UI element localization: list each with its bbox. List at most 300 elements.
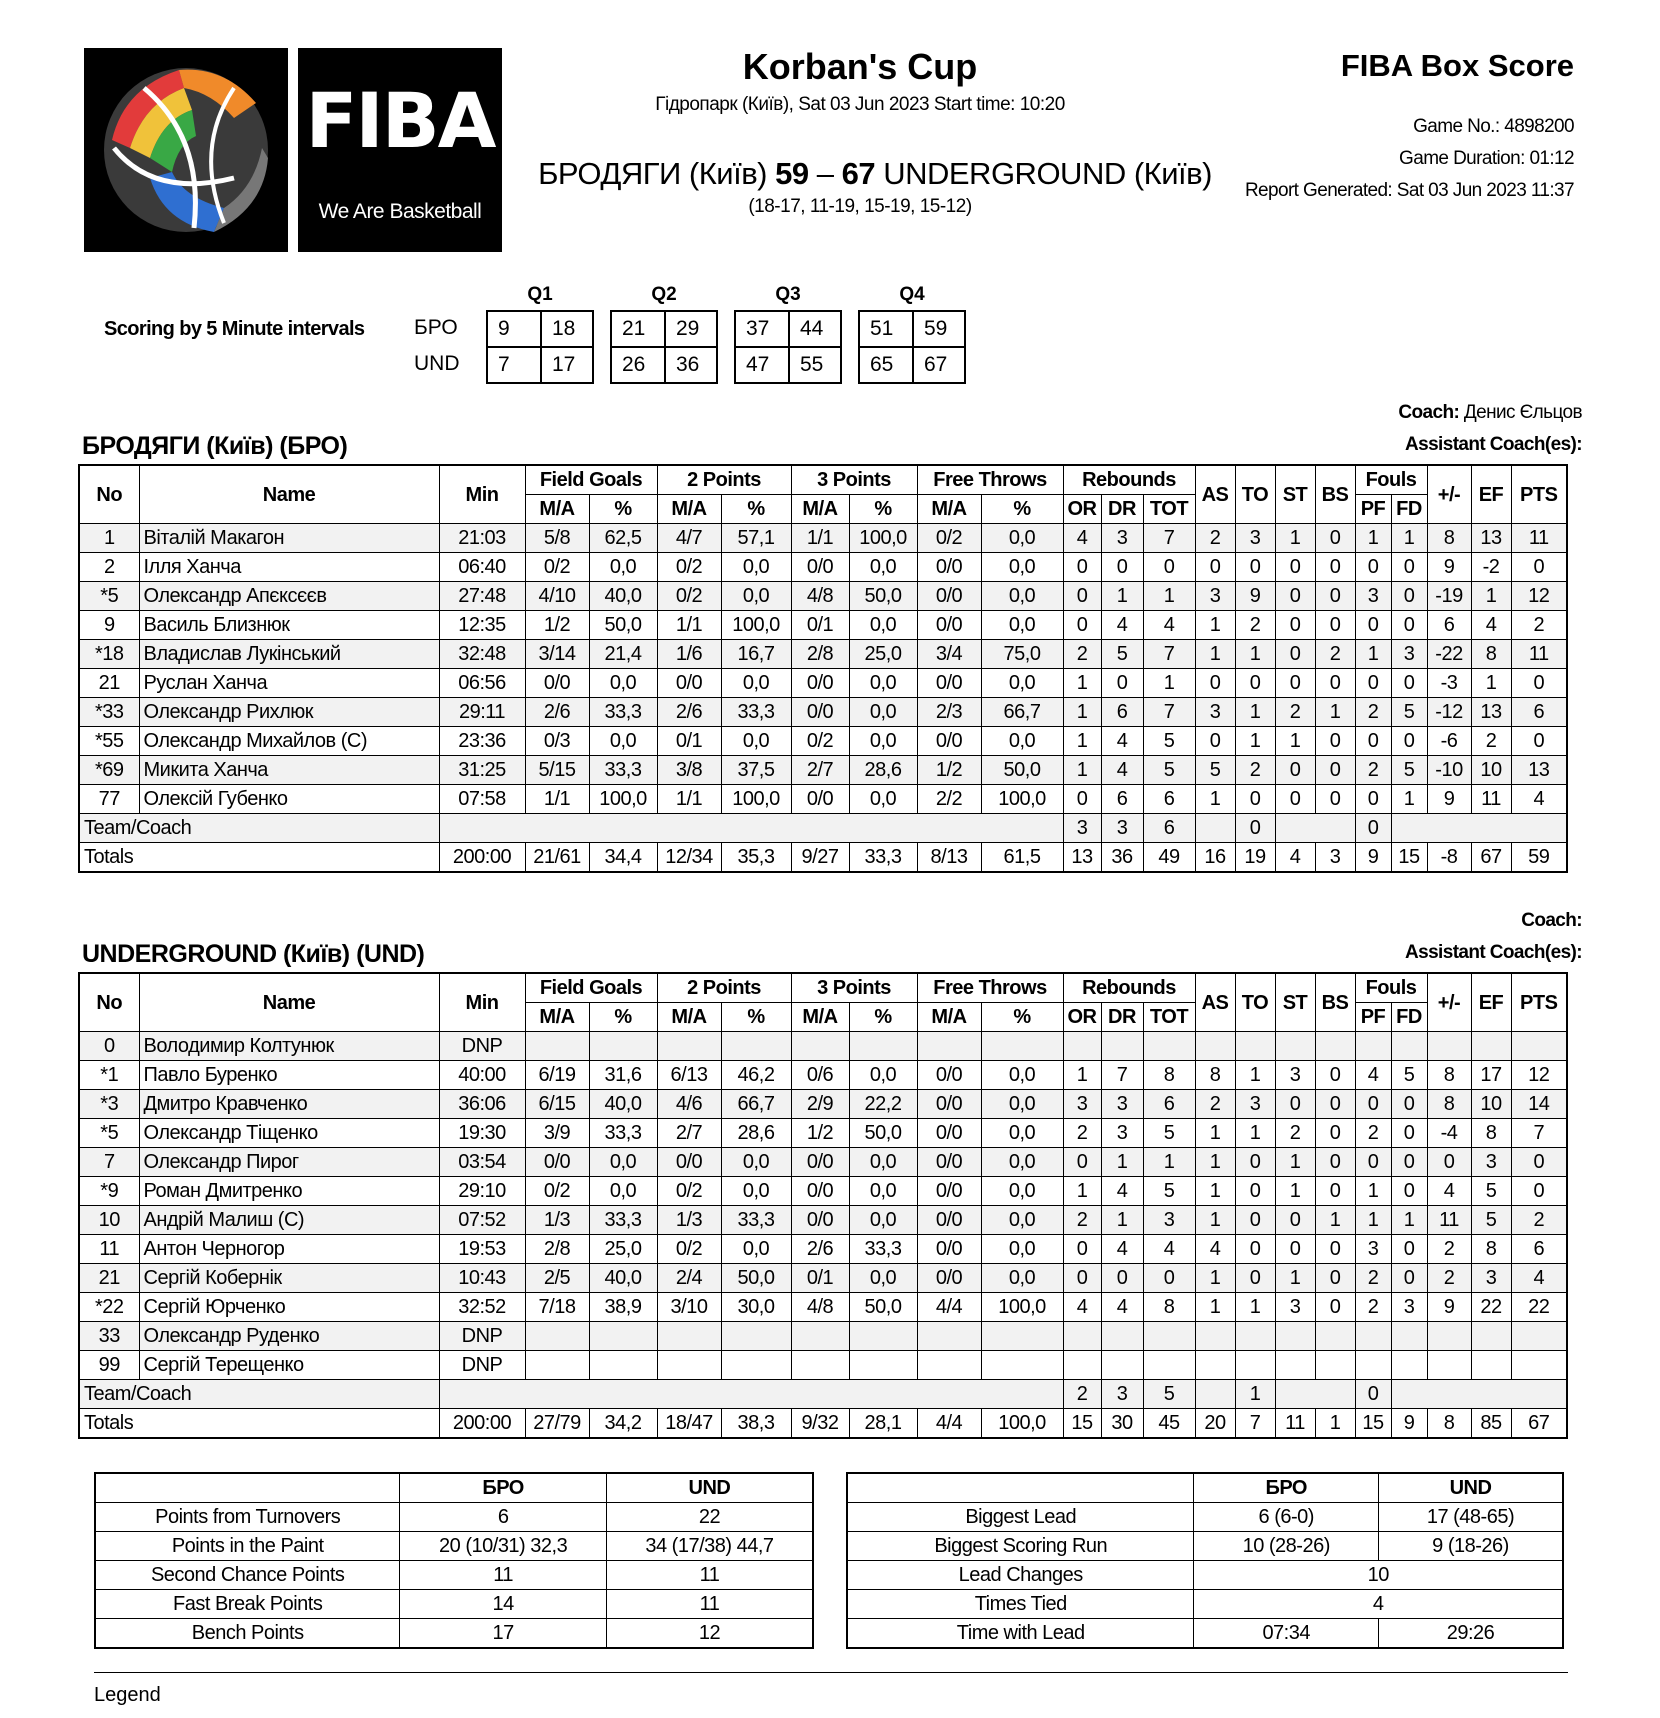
stat-cell	[1101, 1351, 1143, 1380]
stat-cell: 0,0	[981, 1119, 1063, 1148]
stat-label: Fast Break Points	[95, 1590, 400, 1619]
player-row	[79, 1148, 1567, 1177]
stat-cell: -19	[1427, 582, 1471, 611]
stat-cell: 0/0	[525, 669, 589, 698]
venue-line: Гідропарк (Київ), Sat 03 Jun 2023 Start time: 10:20	[655, 94, 1065, 115]
empty-cell	[1195, 814, 1235, 843]
stat-cell: 8	[1195, 1061, 1235, 1090]
stat-cell: 25,0	[589, 1235, 657, 1264]
stat-cell: 11	[1511, 524, 1567, 553]
col-st: ST	[1275, 973, 1315, 1032]
stat-cell: 5	[1143, 727, 1195, 756]
stat-cell: 4	[1471, 611, 1511, 640]
stat-column-header: БРО	[1194, 1473, 1379, 1503]
report-generated: Report Generated: Sat 03 Jun 2023 11:37	[1244, 180, 1574, 201]
player-row	[79, 1235, 1567, 1264]
stat-cell: 0,0	[981, 727, 1063, 756]
sub-header-pct: %	[981, 495, 1063, 524]
stat-cell	[917, 1351, 981, 1380]
player-row	[79, 727, 1567, 756]
stat-cell: 0/2	[525, 1177, 589, 1206]
stat-cell: 6	[1101, 785, 1143, 814]
totals-cell: 200:00	[439, 1409, 525, 1439]
totals-row	[79, 1409, 1567, 1439]
stat-cell: 3/4	[917, 640, 981, 669]
stat-cell: 1	[1275, 1264, 1315, 1293]
stat-cell	[791, 1351, 849, 1380]
quarter-header: Q3	[775, 284, 801, 305]
stat-cell: 14	[1511, 1090, 1567, 1119]
stat-cell: 0	[1315, 524, 1355, 553]
stat-cell: 50,0	[589, 611, 657, 640]
stat-cell: 0,0	[849, 611, 917, 640]
stat-cell: 1	[1391, 524, 1427, 553]
stat-cell: 1	[1101, 1148, 1143, 1177]
stat-cell: 6	[1101, 698, 1143, 727]
stat-cell: 1	[1471, 582, 1511, 611]
stat-header-row	[95, 1473, 813, 1503]
totals-cell: 38,3	[721, 1409, 791, 1439]
col-as: AS	[1195, 465, 1235, 524]
player-name: Андрій Малиш (C)	[139, 1206, 439, 1235]
stat-cell	[981, 1351, 1063, 1380]
team-coach-label: Team/Coach	[79, 814, 439, 843]
stat-cell: 0/0	[791, 1206, 849, 1235]
coach-name: Денис Єльцов	[1463, 402, 1582, 423]
stat-cell: 0	[1315, 611, 1355, 640]
stat-cell: 2	[1355, 1119, 1391, 1148]
stat-cell: 1	[1195, 640, 1235, 669]
stat-cell: 6	[1427, 611, 1471, 640]
stat-cell: 40,0	[589, 1090, 657, 1119]
stat-cell: 3	[1275, 1061, 1315, 1090]
stat-cell: 3	[1471, 1264, 1511, 1293]
stat-column-header	[95, 1473, 400, 1503]
stat-cell: 0/1	[791, 611, 849, 640]
stat-cell: 100,0	[721, 785, 791, 814]
stat-cell: 5	[1471, 1206, 1511, 1235]
stat-cell	[1275, 1322, 1315, 1351]
interval-box	[486, 346, 594, 384]
player-number: 33	[79, 1322, 139, 1351]
stat-cell: 0	[1511, 1148, 1567, 1177]
sub-header-ma: M/A	[525, 495, 589, 524]
stat-cell: 1/1	[525, 785, 589, 814]
stat-value: 6 (6-0)	[1194, 1503, 1379, 1532]
player-row	[79, 553, 1567, 582]
stat-cell: 3	[1063, 1090, 1101, 1119]
player-row	[79, 669, 1567, 698]
totals-cell: 34,4	[589, 843, 657, 873]
player-number: *22	[79, 1293, 139, 1322]
stat-cell	[1195, 1351, 1235, 1380]
stat-cell: 0	[1063, 1148, 1101, 1177]
stat-cell	[1511, 1032, 1567, 1061]
stat-label: Bench Points	[95, 1619, 400, 1649]
sub-header-pct: %	[849, 1003, 917, 1032]
stat-cell: 33,3	[589, 1206, 657, 1235]
stat-cell: 0	[1355, 1090, 1391, 1119]
logo-tagline: We Are Basketball	[318, 200, 482, 223]
stat-cell: 50,0	[721, 1264, 791, 1293]
sub-header-ma: M/A	[791, 495, 849, 524]
stat-cell: 40,0	[589, 1264, 657, 1293]
player-number: 77	[79, 785, 139, 814]
stat-value: 17	[400, 1619, 607, 1649]
col-to: TO	[1235, 973, 1275, 1032]
col-rebounds: Rebounds	[1063, 465, 1195, 495]
team-coach-label: Team/Coach	[79, 1380, 439, 1409]
stat-cell: 4	[1101, 611, 1143, 640]
stat-cell: 0,0	[981, 1061, 1063, 1090]
stat-value: 12	[606, 1619, 813, 1649]
player-row	[79, 756, 1567, 785]
sub-header-or: OR	[1063, 495, 1101, 524]
col-to: TO	[1235, 465, 1275, 524]
stat-cell: 1	[1195, 611, 1235, 640]
stat-cell	[1391, 1032, 1427, 1061]
stat-cell: 2	[1471, 727, 1511, 756]
player-name: Сергій Юрченко	[139, 1293, 439, 1322]
stat-label: Biggest Scoring Run	[847, 1532, 1194, 1561]
quarter-header: Q2	[651, 284, 677, 305]
stat-cell: 7	[1511, 1119, 1567, 1148]
stat-cell: 1	[1355, 524, 1391, 553]
stat-cell: 0,0	[981, 553, 1063, 582]
player-row	[79, 582, 1567, 611]
stat-cell: 38,9	[589, 1293, 657, 1322]
totals-cell: 13	[1063, 843, 1101, 873]
stat-cell: 36:06	[439, 1090, 525, 1119]
stat-cell: 0	[1391, 1235, 1427, 1264]
stat-cell: 03:54	[439, 1148, 525, 1177]
stat-cell: -10	[1427, 756, 1471, 785]
stat-cell	[1143, 1032, 1195, 1061]
player-name: Олександр Руденко	[139, 1322, 439, 1351]
sub-header-tot: TOT	[1143, 1003, 1195, 1032]
stat-cell: 0	[1511, 1177, 1567, 1206]
sub-header-fd: FD	[1391, 495, 1427, 524]
col-pts: PTS	[1511, 465, 1567, 524]
stat-cell	[1471, 1351, 1511, 1380]
stat-cell: 0,0	[589, 727, 657, 756]
stat-cell: 0/0	[791, 553, 849, 582]
player-row	[79, 1061, 1567, 1090]
stat-cell	[917, 1322, 981, 1351]
stat-cell: -3	[1427, 669, 1471, 698]
stat-cell	[525, 1322, 589, 1351]
interval-value: 59	[912, 312, 964, 346]
team1-name: БРОДЯГИ (Київ) (БРО)	[82, 432, 348, 460]
stat-cell	[791, 1032, 849, 1061]
stat-row	[847, 1503, 1563, 1532]
stat-cell: 4	[1063, 524, 1101, 553]
player-name: Олександр Пирог	[139, 1148, 439, 1177]
team2-box-table	[78, 972, 1568, 1439]
stat-cell	[1143, 1322, 1195, 1351]
totals-cell: 9/32	[791, 1409, 849, 1439]
totals-cell: 36	[1101, 843, 1143, 873]
coach-label: Coach:	[1521, 910, 1582, 931]
stat-cell: 2	[1511, 611, 1567, 640]
stat-cell: 0	[1235, 1206, 1275, 1235]
stat-cell: 5	[1143, 1177, 1195, 1206]
stat-cell: 6	[1143, 785, 1195, 814]
stat-cell: 2/8	[525, 1235, 589, 1264]
stat-cell: 3	[1471, 1148, 1511, 1177]
stat-cell: 0	[1101, 553, 1143, 582]
stat-cell: 1/1	[657, 785, 721, 814]
stat-row	[847, 1590, 1563, 1619]
stat-cell: 1/2	[525, 611, 589, 640]
stat-cell: 100,0	[981, 1293, 1063, 1322]
stat-cell: 0	[1315, 1235, 1355, 1264]
player-row	[79, 640, 1567, 669]
totals-cell: 28,1	[849, 1409, 917, 1439]
col-plus-minus: +/-	[1427, 973, 1471, 1032]
stat-cell: 0	[1235, 553, 1275, 582]
stat-cell: 7	[1101, 1061, 1143, 1090]
sub-header-pct: %	[721, 495, 791, 524]
stat-cell: 66,7	[981, 698, 1063, 727]
stat-cell: 0,0	[589, 553, 657, 582]
player-number: *69	[79, 756, 139, 785]
final-score	[520, 156, 1230, 192]
empty-cell	[1195, 1380, 1235, 1409]
player-name: Ілля Ханча	[139, 553, 439, 582]
header-row	[79, 973, 1567, 1003]
stat-label: Lead Changes	[847, 1561, 1194, 1590]
stat-cell: 0,0	[721, 669, 791, 698]
stat-cell	[1063, 1322, 1101, 1351]
home-points: 59	[775, 156, 809, 191]
player-number: 1	[79, 524, 139, 553]
col-pts: PTS	[1511, 973, 1567, 1032]
stat-cell: 0/0	[657, 1148, 721, 1177]
stat-cell: 0	[1275, 553, 1315, 582]
team-coach-row	[79, 1380, 1567, 1409]
stat-cell: 0,0	[849, 698, 917, 727]
stat-cell: 0/2	[917, 524, 981, 553]
stat-cell: 0,0	[981, 1235, 1063, 1264]
stat-cell: 0	[1391, 553, 1427, 582]
stat-cell: 100,0	[721, 611, 791, 640]
stat-cell: 0,0	[981, 611, 1063, 640]
stat-cell: 0/0	[917, 1177, 981, 1206]
totals-cell: 3	[1315, 843, 1355, 873]
stat-cell: 0	[1063, 1235, 1101, 1264]
stat-label: Times Tied	[847, 1590, 1194, 1619]
quarter-header: Q1	[527, 284, 553, 305]
player-number: 21	[79, 1264, 139, 1293]
stat-cell: 0/1	[657, 727, 721, 756]
stat-cell: 0/0	[525, 1148, 589, 1177]
quarter-header: Q4	[899, 284, 925, 305]
stat-cell: 0	[1275, 785, 1315, 814]
stat-cell: 0	[1143, 553, 1195, 582]
stat-cell: 0,0	[849, 1148, 917, 1177]
stat-value: 34 (17/38) 44,7	[606, 1532, 813, 1561]
stat-cell	[589, 1032, 657, 1061]
stat-cell: 1	[1275, 1177, 1315, 1206]
stat-cell	[1275, 1351, 1315, 1380]
interval-value: 29	[664, 312, 716, 346]
player-name: Дмитро Кравченко	[139, 1090, 439, 1119]
stat-cell: 2/9	[791, 1090, 849, 1119]
stat-cell: 1	[1391, 785, 1427, 814]
player-number: *5	[79, 582, 139, 611]
stat-cell: 5	[1195, 756, 1235, 785]
stat-cell: 2	[1355, 1293, 1391, 1322]
stat-cell: 5/15	[525, 756, 589, 785]
stat-cell: 1	[1275, 524, 1315, 553]
totals-cell: 16	[1195, 843, 1235, 873]
stat-cell: DNP	[439, 1032, 525, 1061]
interval-value: 37	[746, 317, 770, 340]
stat-cell: 7/18	[525, 1293, 589, 1322]
player-number: 9	[79, 611, 139, 640]
player-name: Олександр Тіщенко	[139, 1119, 439, 1148]
stat-cell: 1/2	[791, 1119, 849, 1148]
stat-cell: 1	[1355, 640, 1391, 669]
stat-value: 6	[400, 1503, 607, 1532]
stat-cell: 06:40	[439, 553, 525, 582]
player-row	[79, 611, 1567, 640]
player-number: *1	[79, 1061, 139, 1090]
stat-cell	[657, 1351, 721, 1380]
col-2-points: 2 Points	[657, 465, 791, 495]
stat-row	[847, 1561, 1563, 1590]
stat-cell: 1	[1235, 1119, 1275, 1148]
player-number: 11	[79, 1235, 139, 1264]
stat-cell	[1315, 1032, 1355, 1061]
stat-cell: 13	[1511, 756, 1567, 785]
stat-cell: 0	[1315, 1090, 1355, 1119]
team2-coach	[1521, 910, 1582, 932]
stat-cell: 57,1	[721, 524, 791, 553]
stat-cell: 0	[1275, 640, 1315, 669]
stat-cell: 0,0	[981, 1090, 1063, 1119]
player-row	[79, 1032, 1567, 1061]
stat-cell: 22,2	[849, 1090, 917, 1119]
stat-cell: 1/3	[525, 1206, 589, 1235]
stat-cell: 1	[1235, 1293, 1275, 1322]
stat-cell: 0	[1355, 1380, 1391, 1409]
stat-cell: 0/0	[917, 1119, 981, 1148]
interval-value: 17	[540, 348, 592, 382]
team-stats-left-table	[94, 1472, 814, 1649]
stat-cell	[1427, 1322, 1471, 1351]
stat-cell: 1	[1195, 1206, 1235, 1235]
stat-cell	[1235, 1351, 1275, 1380]
player-number: *55	[79, 727, 139, 756]
stat-cell: 0,0	[981, 524, 1063, 553]
col-min: Min	[439, 973, 525, 1032]
stat-cell: -4	[1427, 1119, 1471, 1148]
interval-value: 9	[498, 317, 510, 340]
team2-name: UNDERGROUND (Київ) (UND)	[82, 940, 425, 968]
stat-cell: 3	[1101, 524, 1143, 553]
stat-cell: 13	[1471, 698, 1511, 727]
stat-cell: 4	[1101, 1293, 1143, 1322]
stat-cell: 0,0	[849, 1264, 917, 1293]
stat-cell: 5	[1471, 1177, 1511, 1206]
team2-assistant	[1405, 942, 1582, 964]
stat-cell	[1471, 1322, 1511, 1351]
stat-cell: 5	[1391, 756, 1427, 785]
stat-cell: 0	[1315, 1177, 1355, 1206]
stat-cell: 2/6	[791, 1235, 849, 1264]
stat-cell	[981, 1032, 1063, 1061]
stat-cell	[721, 1032, 791, 1061]
player-number: 21	[79, 669, 139, 698]
interval-value: 36	[664, 348, 716, 382]
stat-cell: 7	[1143, 640, 1195, 669]
stat-cell: 0	[1391, 1177, 1427, 1206]
stat-cell: 6/15	[525, 1090, 589, 1119]
stat-cell: 0,0	[981, 582, 1063, 611]
totals-cell: 34,2	[589, 1409, 657, 1439]
player-name: Сергій Кобернік	[139, 1264, 439, 1293]
stat-cell: 3/14	[525, 640, 589, 669]
col-ef: EF	[1471, 973, 1511, 1032]
stat-cell	[981, 1322, 1063, 1351]
col-3-points: 3 Points	[791, 465, 917, 495]
stat-cell: 0,0	[849, 1206, 917, 1235]
stat-cell: 0/2	[657, 1235, 721, 1264]
player-name: Роман Дмитренко	[139, 1177, 439, 1206]
stat-cell: 3	[1355, 582, 1391, 611]
empty-cell	[1275, 814, 1355, 843]
stat-cell: 8	[1427, 524, 1471, 553]
sub-header-pct: %	[721, 1003, 791, 1032]
stat-cell: 0/2	[657, 1177, 721, 1206]
stat-cell: 4	[1063, 1293, 1101, 1322]
player-number: *18	[79, 640, 139, 669]
stat-cell: 2	[1235, 611, 1275, 640]
stat-cell: 0	[1391, 1264, 1427, 1293]
stat-cell: -22	[1427, 640, 1471, 669]
col-field-goals: Field Goals	[525, 973, 657, 1003]
stat-cell: 0,0	[981, 1148, 1063, 1177]
stat-cell: 0	[1511, 669, 1567, 698]
stat-cell: 0	[1235, 814, 1275, 843]
stat-cell: DNP	[439, 1351, 525, 1380]
stat-cell: -12	[1427, 698, 1471, 727]
interval-value: 55	[788, 348, 840, 382]
player-name: Олександр Михайлов (C)	[139, 727, 439, 756]
interval-box	[610, 346, 718, 384]
stat-cell: 3/10	[657, 1293, 721, 1322]
stat-cell: 1	[1143, 669, 1195, 698]
sub-header-fd: FD	[1391, 1003, 1427, 1032]
totals-cell: 33,3	[849, 843, 917, 873]
stat-cell: 2/3	[917, 698, 981, 727]
stat-cell: 0/0	[791, 1148, 849, 1177]
stat-cell: 17	[1471, 1061, 1511, 1090]
stat-cell: 0/2	[525, 553, 589, 582]
stat-cell: 6	[1511, 1235, 1567, 1264]
stat-cell: 37,5	[721, 756, 791, 785]
totals-cell: 67	[1511, 1409, 1567, 1439]
stat-cell: 9	[1235, 582, 1275, 611]
player-name: Василь Близнюк	[139, 611, 439, 640]
stat-cell: 1	[1235, 1380, 1275, 1409]
stat-cell: 2	[1063, 1206, 1101, 1235]
stat-cell: 0	[1275, 1235, 1315, 1264]
stat-cell: 6	[1143, 814, 1195, 843]
player-name: Сергій Терещенко	[139, 1351, 439, 1380]
